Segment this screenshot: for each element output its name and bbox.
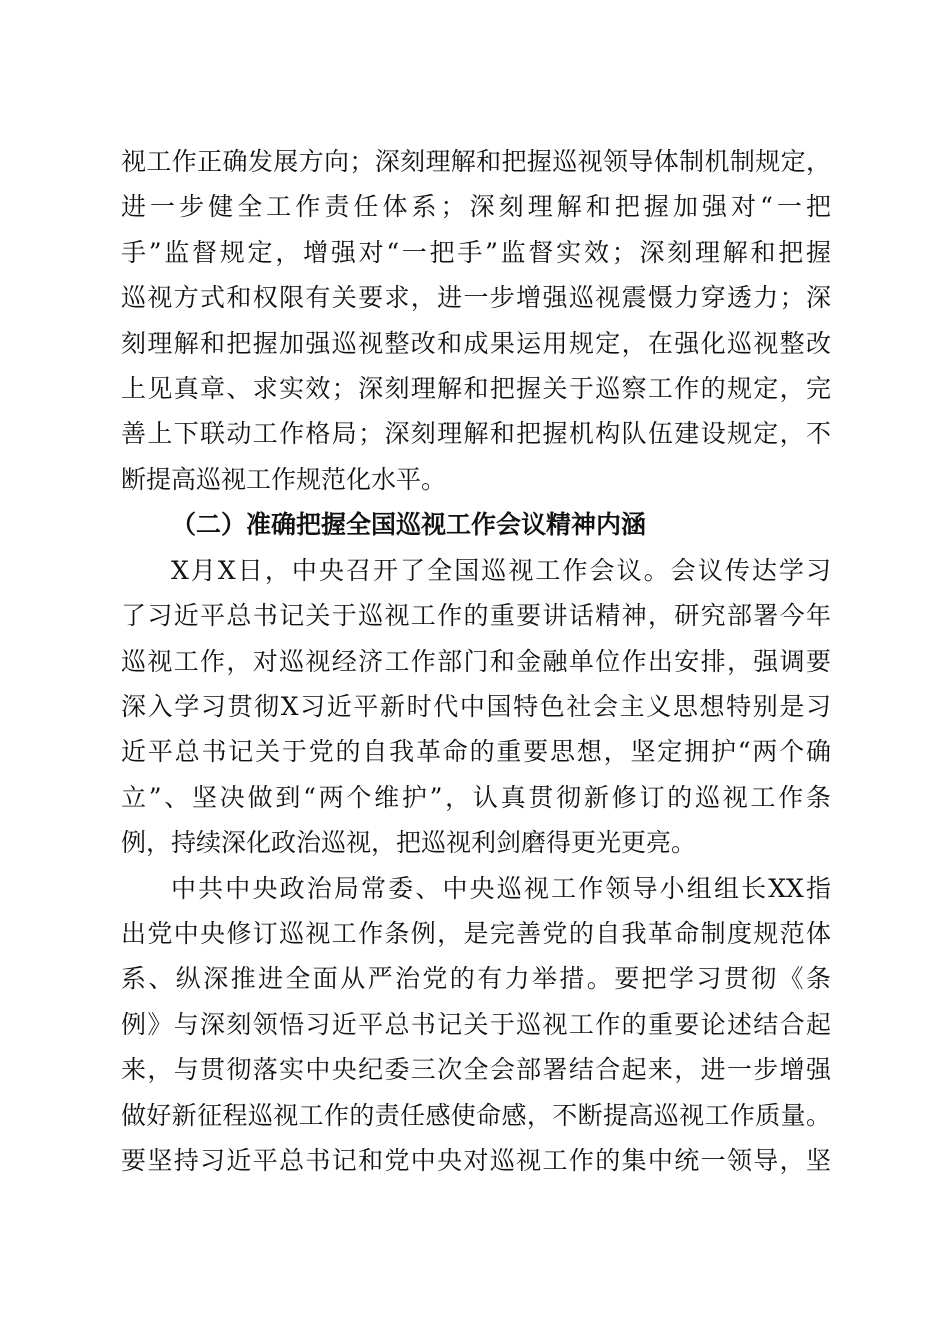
- paragraph-line: 例，持续深化政治巡视，把巡视利剑磨得更光更亮。: [121, 828, 697, 857]
- paragraph-line: 近平总书记关于党的自我革命的重要思想，坚定拥护“两个确: [121, 737, 831, 766]
- paragraph-line: 出党中央修订巡视工作条例，是完善党的自我革命制度规范体: [121, 919, 831, 948]
- paragraph-line: 来，与贯彻落实中央纪委三次全会部署结合起来，进一步增强: [121, 1055, 831, 1084]
- paragraph-line: 断提高巡视工作规范化水平。: [121, 465, 447, 494]
- section-heading: （二）准确把握全国巡视工作会议精神内涵: [171, 510, 647, 539]
- paragraph-line: 了习近平总书记关于巡视工作的重要讲话精神，研究部署今年: [121, 601, 831, 630]
- paragraph-line: 要坚持习近平总书记和党中央对巡视工作的集中统一领导，坚: [121, 1146, 831, 1175]
- paragraph-line: 善上下联动工作格局；深刻理解和把握机构队伍建设规定，不: [121, 419, 831, 448]
- paragraph-line: X月X日，中央召开了全国巡视工作会议。会议传达学习: [171, 556, 831, 585]
- paragraph-line: 深入学习贯彻X习近平新时代中国特色社会主义思想特别是习: [121, 692, 831, 721]
- paragraph-line: 中共中央政治局常委、中央巡视工作领导小组组长XX指: [171, 874, 831, 903]
- paragraph-line: 巡视工作，对巡视经济工作部门和金融单位作出安排，强调要: [121, 647, 831, 676]
- paragraph-line: 例》与深刻领悟习近平总书记关于巡视工作的重要论述结合起: [121, 1010, 831, 1039]
- paragraph-line: 巡视方式和权限有关要求，进一步增强巡视震慑力穿透力；深: [121, 283, 831, 312]
- paragraph-line: 上见真章、求实效；深刻理解和把握关于巡察工作的规定，完: [121, 374, 831, 403]
- paragraph-line: 刻理解和把握加强巡视整改和成果运用规定，在强化巡视整改: [121, 329, 831, 358]
- paragraph-line: 手”监督规定，增强对“一把手”监督实效；深刻理解和把握: [121, 238, 831, 267]
- paragraph-line: 视工作正确发展方向；深刻理解和把握巡视领导体制机制规定，: [121, 147, 831, 176]
- paragraph-line: 做好新征程巡视工作的责任感使命感，不断提高巡视工作质量。: [121, 1101, 831, 1130]
- paragraph-line: 系、纵深推进全面从严治党的有力举措。要把学习贯彻《条: [121, 964, 831, 993]
- paragraph-line: 进一步健全工作责任体系；深刻理解和把握加强对“一把: [121, 192, 831, 221]
- paragraph-line: 立”、坚决做到“两个维护”，认真贯彻新修订的巡视工作条: [121, 783, 831, 812]
